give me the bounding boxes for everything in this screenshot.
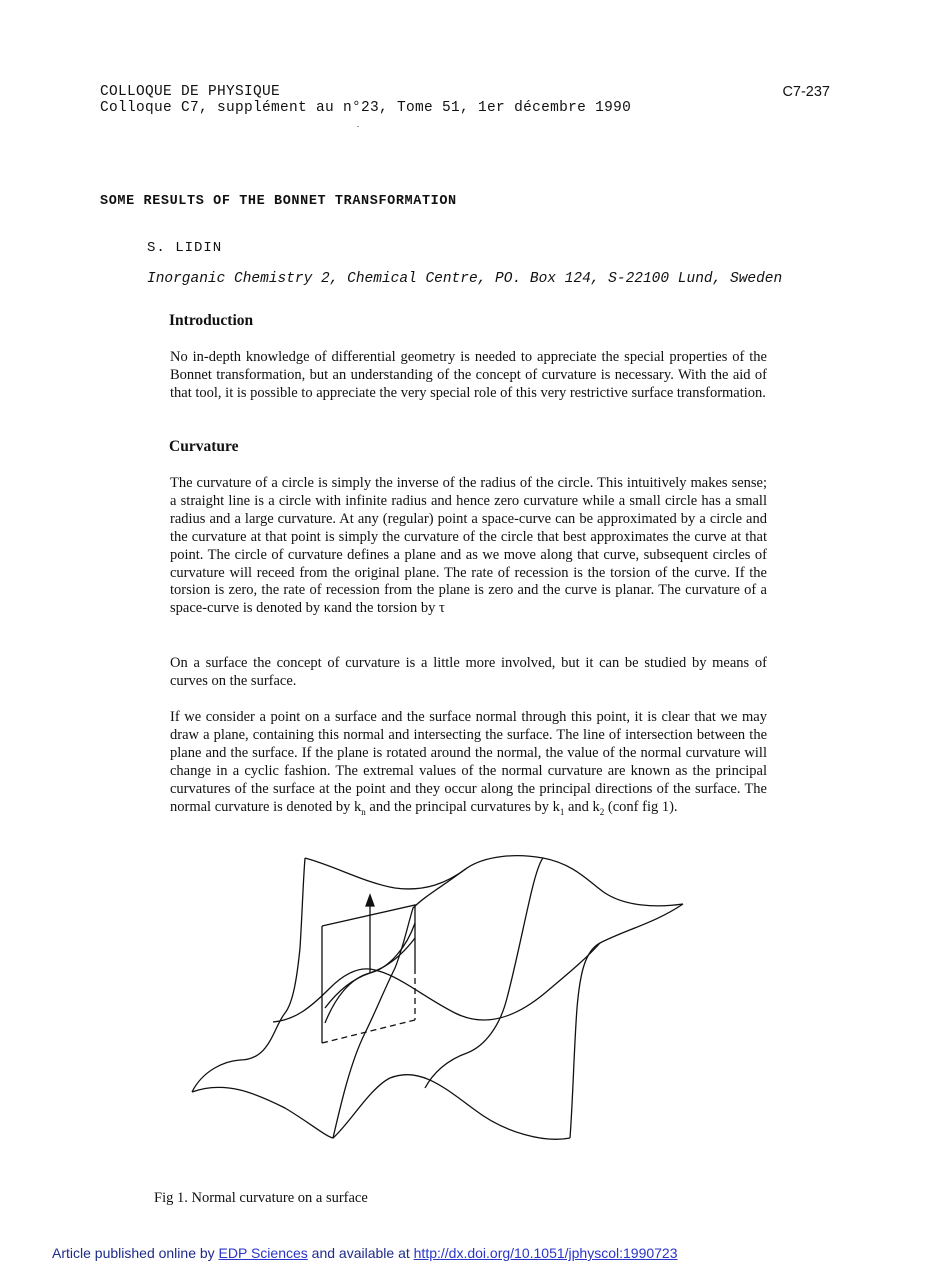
- normal-plane-bottom: [322, 1020, 415, 1043]
- figure-normal-curvature: [185, 848, 695, 1153]
- page-number: C7-237: [782, 84, 830, 100]
- journal-header: [100, 84, 631, 116]
- surface-diagram: [185, 848, 695, 1148]
- footer-middle: and available at: [307, 1245, 414, 1261]
- curvature-paragraph-2: On a surface the concept of curvature is a little more involved, but it can be studied by means of curves on the surface.: [170, 655, 767, 689]
- p3-text3: and k: [564, 798, 600, 815]
- footer-prefix: Article published online by: [52, 1245, 219, 1261]
- p3-text4: (conf fig 1).: [604, 798, 678, 815]
- surface-edge-left: [192, 858, 305, 1092]
- scan-speck: [357, 126, 359, 127]
- author-name: S. LIDIN: [147, 240, 223, 256]
- surface-edge-top: [305, 856, 683, 906]
- section-heading-introduction: Introduction: [169, 312, 254, 329]
- journal-name: COLLOQUE DE PHYSIQUE: [100, 84, 281, 100]
- section-heading-curvature: Curvature: [169, 438, 239, 455]
- paper-title: SOME RESULTS OF THE BONNET TRANSFORMATION: [100, 194, 457, 209]
- author-affiliation: Inorganic Chemistry 2, Chemical Centre, PO. Box 124, S-22100 Lund, Sweden: [147, 271, 783, 287]
- p3-text2: and the principal curvatures by k: [365, 798, 560, 815]
- p3-sub-n: n: [361, 806, 366, 817]
- surface-edge-right: [570, 904, 683, 1138]
- doi-link[interactable]: http://dx.doi.org/10.1051/jphyscol:1990723: [413, 1245, 678, 1261]
- curvature-paragraph-1: The curvature of a circle is simply the inverse of the radius of the circle. This intuitively makes sense; a straight line is a circle with infinite radius and hence zero curvature while a small circle has a small radius and a large curvature. At any (regular) point a space-curve can be approximated by a circle and the curvature at that point is simply the curvature of the circle that best approximates the curve at that point. The circle of curvature defines a plane and as we move along that curve, subsequent circles of curvature will receed from the original plane. The rate of recession is the torsion of the curve. If the torsion is zero, the rate of recession from the plane is zero and the curve is planar. The curvature of a space-curve is denoted by κand the torsion by τ: [170, 475, 767, 617]
- surface-line-right: [425, 858, 543, 1088]
- journal-issue: Colloque C7, supplément au n°23, Tome 51, 1er décembre 1990: [100, 100, 632, 116]
- normal-plane: [322, 905, 415, 968]
- surface-edge-bottom: [192, 1075, 570, 1140]
- figure-caption: Fig 1. Normal curvature on a surface: [154, 1190, 368, 1206]
- arrow-head: [366, 895, 374, 906]
- introduction-paragraph: No in-depth knowledge of differential geometry is needed to appreciate the special properties of the Bonnet transformation, but an understanding of the concept of curvature is necessary. With the aid of that tool, it is possible to appreciate the very special role of this very restrictive surface transformation.: [170, 349, 767, 401]
- p3-text: If we consider a point on a surface and the surface normal through this point, it is clear that we may draw a plane, containing this normal and intersecting the surface. The line of intersection between the plane and the surface. If the plane is rotated around the normal, the value of the normal curvature will change in a cyclic fashion. The extremal values of the normal curvature are known as the principal curvatures of the surface at the point and they occur along the principal directions of the surface. The normal curvature is denoted by k: [170, 709, 767, 815]
- p3-sub-1: 1: [559, 806, 565, 817]
- p3-sub-2: 2: [599, 806, 605, 817]
- footer: [52, 1245, 678, 1261]
- curvature-paragraph-3: [170, 709, 767, 821]
- publisher-link[interactable]: EDP Sciences: [218, 1245, 308, 1261]
